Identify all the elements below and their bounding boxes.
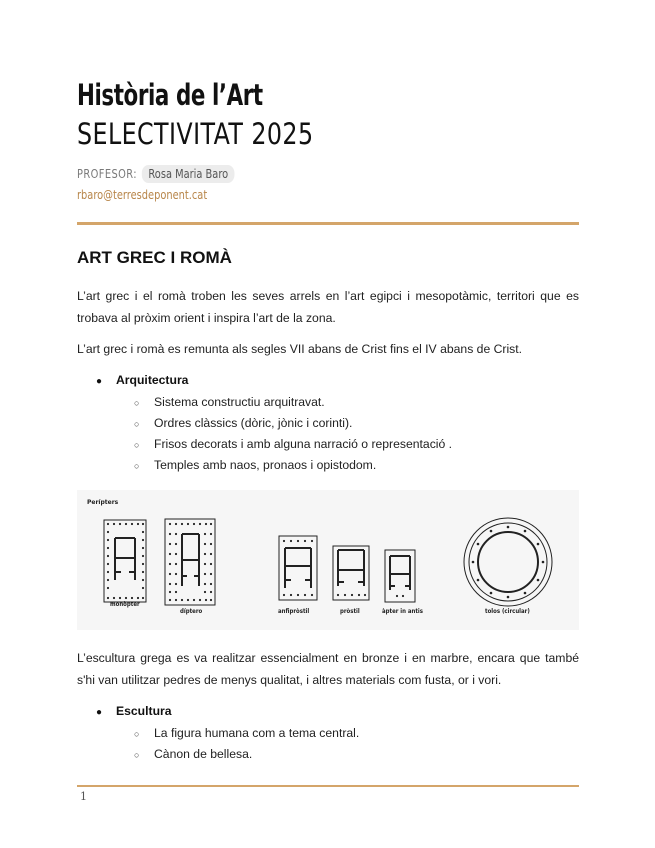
architecture-title: Arquitectura xyxy=(116,373,189,387)
document-title: Història de l’Art xyxy=(77,78,263,112)
professor-row xyxy=(77,165,235,183)
section-heading: ART GREC I ROMÀ xyxy=(77,248,232,267)
paragraph-sculpture: L’escultura grega es va realitzar essencialment en bronze i en marbre, encara que també s'hi van utilitzar pedres de menys qualitat, i altres materials com fusta, or i vori. xyxy=(77,651,579,687)
circle-bullet-icon: ○ xyxy=(134,461,140,471)
page-number: 1 xyxy=(80,790,87,803)
plan-prostil xyxy=(333,546,369,600)
bullet-dot-icon: ● xyxy=(96,376,103,387)
sub-list-item xyxy=(134,395,325,409)
sub-item-text: Temples amb naos, pronaos i opistodom. xyxy=(154,458,377,472)
professor-label: PROFESOR: xyxy=(77,167,137,181)
plan-label: àpter in antis xyxy=(382,608,423,615)
sculpture-title: Escultura xyxy=(116,704,172,718)
sub-item-text: Sistema constructiu arquitravat. xyxy=(154,395,325,409)
circle-bullet-icon: ○ xyxy=(134,398,140,408)
plan-label: pròstil xyxy=(340,608,360,615)
list-item-sculpture xyxy=(96,704,172,718)
plan-label: tolos (circular) xyxy=(485,608,530,615)
plan-diptero xyxy=(165,519,215,605)
circle-bullet-icon: ○ xyxy=(134,419,140,429)
paragraph-intro: L’art grec i el romà troben les seves arrels en l’art egipci i mesopotàmic, territori que es trobava al pròxim orient i inspira l’art de la zona. xyxy=(77,289,579,325)
paragraph-dates: L’art grec i romà es remunta als segles VII abans de Crist fins el IV abans de Crist. xyxy=(77,342,523,356)
temple-plans-figure xyxy=(77,490,579,630)
plan-label: monòpter xyxy=(110,601,140,608)
sub-item-text: Cànon de bellesa. xyxy=(154,747,253,761)
circle-bullet-icon: ○ xyxy=(134,729,140,739)
plan-label: díptero xyxy=(180,608,203,615)
plan-anfiprostil xyxy=(279,536,317,600)
temple-plans-illustration xyxy=(77,490,579,630)
sub-list-item xyxy=(134,726,359,740)
plan-tolos xyxy=(464,518,552,606)
professor-name-chip[interactable]: Rosa Maria Baro xyxy=(142,165,235,183)
footer-divider xyxy=(77,785,579,787)
sub-list-item xyxy=(134,416,352,430)
circle-bullet-icon: ○ xyxy=(134,440,140,450)
figure-title: Perípters xyxy=(87,499,119,506)
sub-item-text: La figura humana com a tema central. xyxy=(154,726,360,740)
list-item-architecture xyxy=(96,373,188,387)
circle-bullet-icon: ○ xyxy=(134,750,140,760)
document-subtitle: SELECTIVITAT 2025 xyxy=(77,117,314,151)
sub-list-item xyxy=(134,437,452,451)
bullet-dot-icon: ● xyxy=(96,707,103,718)
plan-label: anfipròstil xyxy=(278,608,310,615)
sub-list-item xyxy=(134,458,376,472)
header-divider xyxy=(77,222,579,225)
sub-item-text: Frisos decorats i amb alguna narració o representació . xyxy=(154,437,453,451)
sub-list-item xyxy=(134,747,252,761)
professor-email[interactable]: rbaro@terresdeponent.cat xyxy=(77,188,208,202)
sub-item-text: Ordres clàssics (dòric, jònic i corinti). xyxy=(154,416,353,430)
plan-apter-in-antis xyxy=(385,550,415,602)
plan-monopter xyxy=(104,520,146,602)
